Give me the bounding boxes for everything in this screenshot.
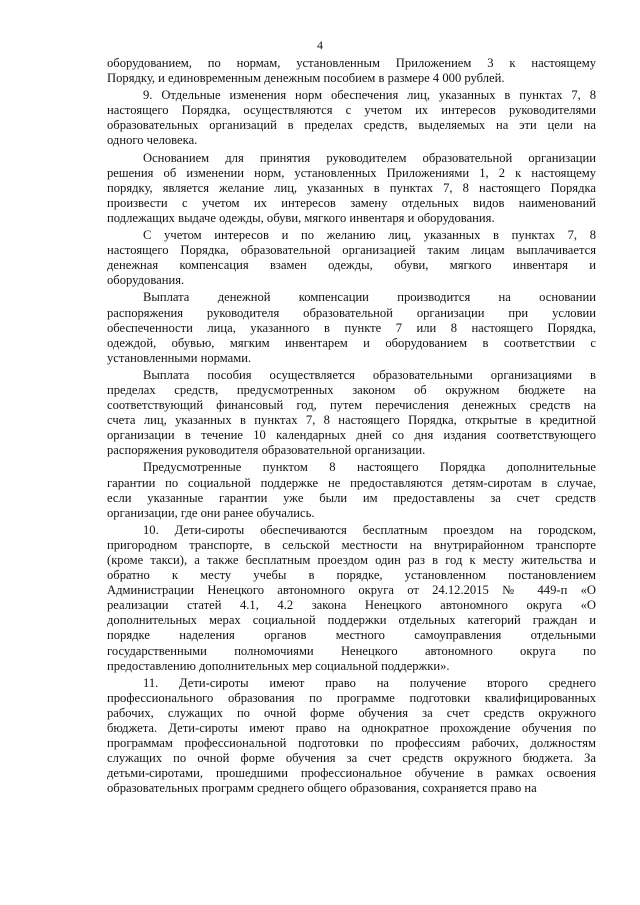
text-line: произвести с учетом их интересов замену отдельных видов наименований: [107, 195, 596, 210]
paragraph: [107, 676, 596, 797]
text-line: бюджета. Дети-сироты имеют право на однократное прохождение обучения по: [107, 721, 596, 736]
paragraph: [107, 151, 596, 226]
text-line: Предусмотренные пунктом 8 настоящего Порядка дополнительные: [143, 460, 596, 475]
text-line: гарантии по социальной поддержке не предоставляются детям-сиротам в случае,: [107, 475, 596, 490]
text-line: Основанием для принятия руководителем образовательной организации: [143, 150, 596, 165]
text-line: порядке наделения органов местного самоуправления отдельными: [107, 628, 596, 643]
text-line: программам профессиональной подготовки по профессиям рабочих, должностям: [107, 736, 596, 751]
text-line: государственными полномочиями Ненецкого автономного округа по: [107, 643, 596, 658]
text-line: 11. Дети-сироты имеют право на получение второго среднего: [143, 675, 596, 690]
text-line: 10. Дети-сироты обеспечиваются бесплатным проездом на городском,: [143, 522, 596, 537]
text-line: одеждой, обувью, мягким инвентарем и оборудованием в соответствии с: [107, 335, 596, 350]
text-line: предоставлению дополнительных мер социальной поддержки».: [107, 658, 450, 673]
text-line: дополнительных мерах социальной поддержки отдельных категорий граждан и: [107, 613, 596, 628]
text-line: установленными нормами.: [107, 350, 252, 365]
text-line: подлежащих выдаче одежды, обуви, мягкого инвентаря и оборудования.: [107, 210, 495, 225]
text-line: одного человека.: [107, 133, 198, 148]
paragraph: [107, 290, 596, 365]
text-line: профессионального образования по программе подготовки квалифицированных: [107, 690, 596, 705]
text-line: распоряжения руководителя образовательной организации.: [107, 443, 426, 458]
text-line: (кроме такси), а также бесплатным проездом один раз в год к месту жительства и: [107, 553, 596, 567]
page-number: 4: [317, 38, 323, 52]
text-line: соответствующий финансовый год, путем перечисления денежных средств на: [107, 398, 596, 413]
text-line: организации в течение 10 календарных дней со дня издания соответствующего: [107, 428, 596, 443]
text-line: детьми-сиротами, прошедшими профессиональное обучение в рамках освоения: [107, 766, 596, 781]
text-line: Выплата денежной компенсации производится на основании: [143, 290, 596, 305]
text-line: оборудования.: [107, 273, 185, 288]
text-line: настоящего Порядка, образовательной организацией таким лицам выплачивается: [107, 243, 596, 258]
text-line: рабочих, служащих по очной форме обучения за счет средств окружного: [107, 705, 596, 720]
text-line: обратно к месту учебы в порядке, установленном постановлением: [107, 568, 596, 583]
text-line: пределах средств, предусмотренных законом об окружном бюджете на: [107, 382, 596, 397]
text-line: счета лиц, указанных в пунктах 7, 8 настоящего Порядка, открытые в кредитной: [107, 413, 596, 428]
document-body: [107, 56, 596, 799]
text-line: оборудованием, по нормам, установленным Приложением 3 к настоящему: [107, 56, 596, 70]
text-line: С учетом интересов и по желанию лиц, указанных в пунктах 7, 8: [143, 228, 596, 243]
text-line: настоящего Порядка, осуществляются с учетом их интересов руководителями: [107, 103, 596, 118]
paragraph: [107, 228, 596, 288]
paragraph: [107, 460, 596, 520]
text-line: порядку, является желание лиц, указанных в пунктах 7, 8 настоящего Порядка: [107, 180, 596, 195]
paragraph: [107, 523, 596, 674]
text-line: обеспеченности лица, указанного в пункте 7 или 8 настоящего Порядка,: [107, 320, 596, 335]
text-line: Порядку, и единовременным денежным пособием в размере 4 000 рублей.: [107, 71, 505, 86]
text-line: образовательных программ среднего общего образования, сохраняется право на: [107, 781, 537, 796]
text-line: образовательных организаций в пределах средств, выделяемых на эти цели на: [107, 118, 596, 133]
text-line: пригородном транспорте, в сельской местности на внутрирайонном транспорте: [107, 537, 596, 552]
text-line: если указанные гарантии уже были им предоставлены за счет средств: [107, 490, 596, 505]
text-line: распоряжения руководителя образовательной организации при условии: [107, 305, 596, 320]
text-line: Администрации Ненецкого автономного округа от 24.12.2015 № 449-п «О: [107, 583, 596, 598]
text-line: организации, где они ранее обучались.: [107, 505, 315, 520]
text-line: служащих по очной форме обучения за счет средств окружного бюджета. За: [107, 751, 596, 766]
text-line: 9. Отдельные изменения норм обеспечения лиц, указанных в пунктах 7, 8: [143, 88, 596, 103]
paragraph: [107, 88, 596, 148]
paragraph: [107, 56, 596, 86]
paragraph: [107, 368, 596, 459]
text-line: Выплата пособия осуществляется образовательными организациями в: [143, 367, 596, 382]
text-line: денежная компенсация взамен одежды, обуви, мягкого инвентаря и: [107, 258, 596, 273]
text-line: решения об изменении норм, установленных Приложениями 1, 2 к настоящему: [107, 165, 596, 180]
text-line: реализации статей 4.1, 4.2 закона Ненецкого автономного округа «О: [107, 598, 596, 613]
